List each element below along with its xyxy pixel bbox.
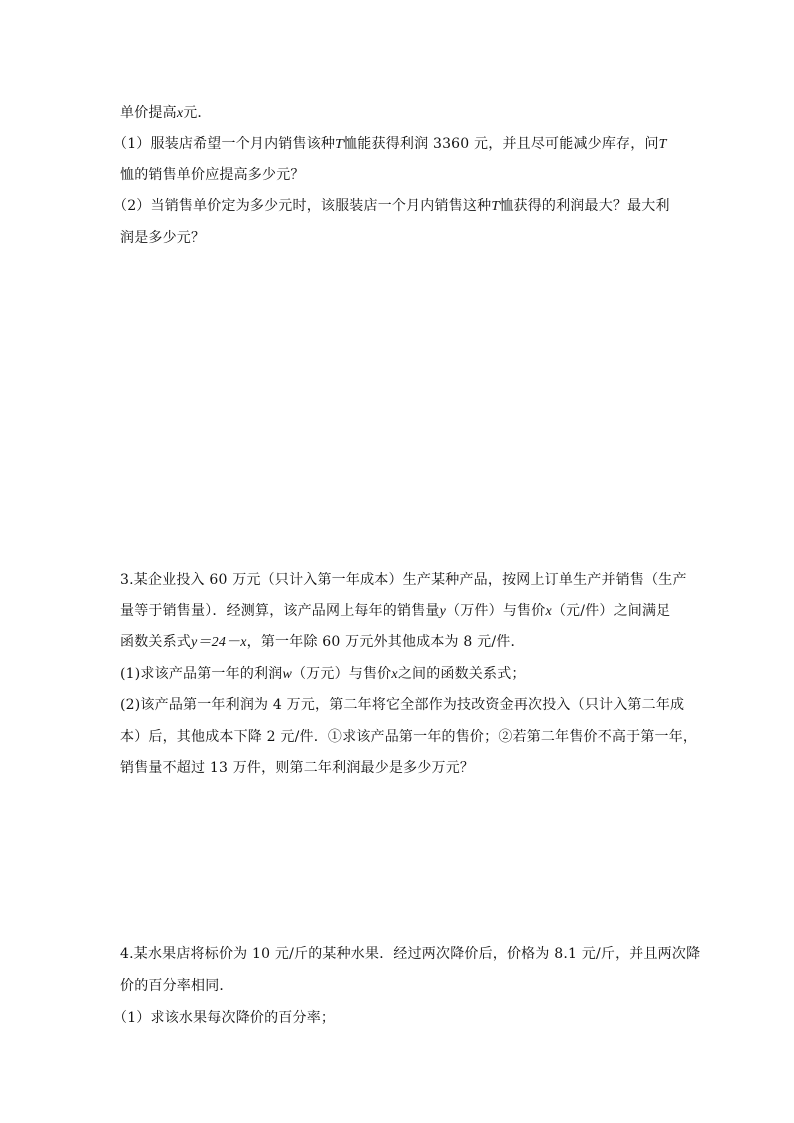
p4-line2-text: 价的百分率相同． — [120, 978, 234, 994]
p3-q2-line2 — [120, 727, 697, 747]
p3-line3-text-a: 函数关系式 — [120, 634, 191, 650]
p2-q2-text-b: 恤获得的利润最大？最大利 — [499, 198, 670, 214]
p3-q1-text-c: 之间的函数关系式； — [397, 666, 526, 682]
p2-line1-text-a: 单价提高 — [120, 105, 177, 121]
p3-line2-var-y: y — [439, 604, 447, 619]
p2-q1-text-a: （1）服装店希望一个月内销售该种 — [113, 136, 336, 152]
p2-line1-var: x — [176, 106, 184, 121]
p4-line2 — [120, 976, 234, 996]
p3-q1-text-b: （万元）与售价 — [291, 666, 392, 682]
p3-line2-text-c: （元/件）之间满足 — [551, 603, 671, 619]
p3-q1-var-x: x — [391, 667, 398, 682]
p2-q2-var: T — [491, 199, 500, 214]
p3-q2-line3 — [120, 758, 474, 778]
p3-q2-line1 — [120, 695, 684, 715]
p2-q1-line2-text: 恤的销售单价应提高多少元？ — [120, 167, 305, 183]
p4-line1-text: 4.某水果店将标价为 10 元/斤的某种水果．经过两次降价后，价格为 8.1 元/斤，并且两次降 — [120, 946, 701, 962]
p3-q2-line3-text: 销售量不超过 13 万件，则第二年利润最少是多少万元？ — [120, 760, 475, 776]
p3-line1 — [120, 570, 687, 590]
p3-line3 — [120, 632, 525, 653]
p3-q1 — [120, 664, 526, 685]
p3-line2 — [120, 601, 670, 622]
p2-q1-line2 — [120, 165, 305, 185]
p4-q1-text: （1）求该水果每次降价的百分率； — [113, 1010, 336, 1026]
p2-q2-text-a: （2）当销售单价定为多少元时，该服装店一个月内销售这种 — [113, 198, 492, 214]
p3-q2-line1-text: (2)该产品第一年利润为 4 万元，第二年将它全部作为技改资金再次投入（只计入第二年成 — [120, 697, 685, 713]
p3-line3-formula: y＝24－x — [191, 635, 247, 650]
p3-line2-text-b: （万件）与售价 — [446, 603, 546, 619]
p3-line3-text-b: ，第一年除 60 万元外其他成本为 8 元/件． — [246, 634, 525, 650]
p3-q1-text-a: (1)求该产品第一年的利润 — [120, 666, 283, 682]
p2-q1-var2: T — [658, 137, 667, 152]
p2-q2-line2 — [120, 228, 205, 248]
p2-q1-var: T — [335, 137, 344, 152]
p3-line2-text-a: 量等于销售量）．经测算，该产品网上每年的销售量 — [120, 603, 440, 619]
p2-line1-text-b: 元． — [183, 105, 212, 121]
p2-line1 — [120, 103, 212, 124]
p3-line1-text: 3.某企业投入 60 万元（只计入第一年成本）生产某种产品，按网上订单生产并销售（生产 — [120, 572, 687, 588]
p2-q2-line2-text: 润是多少元？ — [120, 230, 206, 246]
p2-q1-text-b: 恤能获得利润 3360 元，并且尽可能减少库存，问 — [343, 136, 659, 152]
p3-q2-line2-text: 本）后，其他成本下降 2 元/件．①求该产品第一年的售价；②若第二年售价不高于第一年， — [120, 729, 698, 745]
p4-q1 — [113, 1008, 335, 1028]
p4-line1 — [120, 944, 700, 964]
p2-q1-line1 — [113, 134, 667, 155]
p3-line2-var-x: x — [545, 604, 552, 619]
p2-q2-line1 — [113, 196, 670, 217]
p3-q1-var-w: w — [282, 667, 292, 682]
